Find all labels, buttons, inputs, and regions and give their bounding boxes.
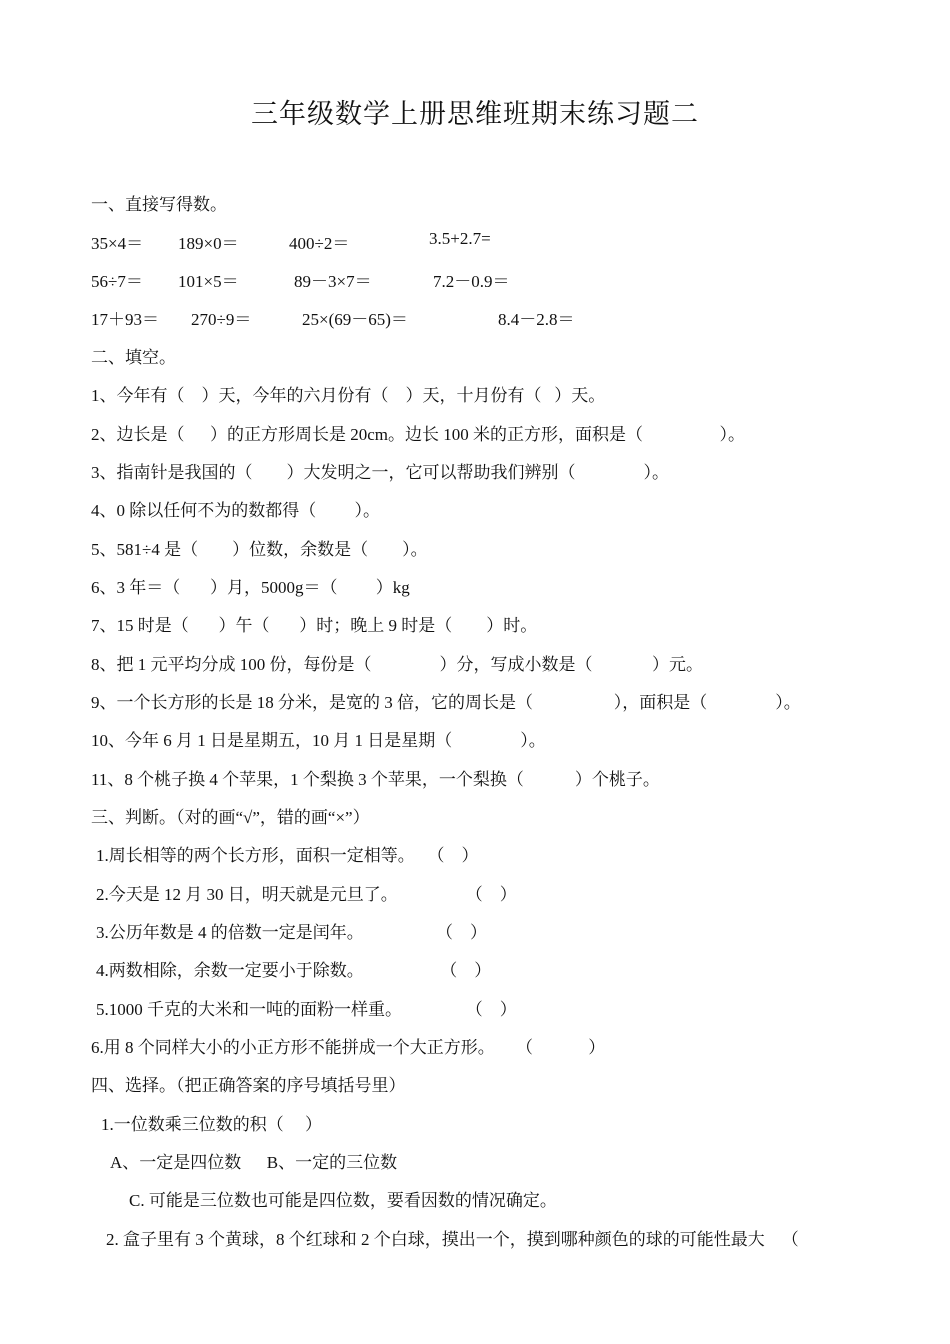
choice-question: 2. 盒子里有 3 个黄球，8 个红球和 2 个白球，摸出一个，摸到哪种颜色的球的可能性最大 （ — [106, 1230, 799, 1249]
page-title: 三年级数学上册思维班期末练习题二 — [251, 99, 699, 129]
fill-question: 11、8 个桃子换 4 个苹果，1 个梨换 3 个苹果，一个梨换（ ）个桃子。 — [91, 770, 660, 789]
fill-question: 6、3 年＝（ ）月，5000g＝（ ）kg — [91, 578, 410, 597]
calc-item: 35×4＝ — [91, 234, 144, 253]
calc-item: 400÷2＝ — [289, 234, 350, 253]
calc-item: 8.4－2.8＝ — [498, 310, 575, 329]
calc-item: 17＋93＝ — [91, 310, 159, 329]
judge-question: 4.两数相除，余数一定要小于除数。 （ ） — [96, 961, 492, 980]
calc-item: 189×0＝ — [178, 234, 239, 253]
calc-item: 101×5＝ — [178, 272, 239, 291]
calc-item: 56÷7＝ — [91, 272, 143, 291]
fill-question: 7、15 时是（ ）午（ ）时；晚上 9 时是（ ）时。 — [91, 616, 538, 635]
judge-question: 1.周长相等的两个长方形，面积一定相等。 （ ） — [96, 846, 479, 865]
fill-question: 1、今年有（ ）天，今年的六月份有（ ）天，十月份有（ ）天。 — [91, 386, 606, 405]
fill-question: 8、把 1 元平均分成 100 份，每份是（ ）分，写成小数是（ ）元。 — [91, 655, 703, 674]
section-heading-calc: 一、直接写得数。 — [91, 195, 227, 214]
judge-question: 5.1000 千克的大米和一吨的面粉一样重。 （ ） — [96, 1000, 517, 1019]
calc-item: 3.5+2.7= — [429, 229, 491, 248]
judge-question: 2.今天是 12 月 30 日，明天就是元旦了。 （ ） — [96, 885, 517, 904]
fill-question: 10、今年 6 月 1 日是星期五，10 月 1 日是星期（ ）。 — [91, 731, 546, 750]
section-heading-choice: 四、选择。（把正确答案的序号填括号里） — [91, 1076, 406, 1095]
section-heading-fill: 二、填空。 — [91, 348, 176, 367]
fill-question: 5、581÷4 是（ ）位数，余数是（ ）。 — [91, 540, 428, 559]
choice-options: A、一定是四位数 B、一定的三位数 — [110, 1153, 398, 1172]
fill-question: 3、指南针是我国的（ ）大发明之一，它可以帮助我们辨别（ ）。 — [91, 463, 669, 482]
fill-question: 4、0 除以任何不为的数都得（ ）。 — [91, 501, 380, 520]
calc-item: 7.2－0.9＝ — [433, 272, 510, 291]
calc-item: 25×(69－65)＝ — [302, 310, 408, 329]
fill-question: 2、边长是（ ）的正方形周长是 20cm。边长 100 米的正方形，面积是（ ）。 — [91, 425, 746, 444]
choice-question: 1.一位数乘三位数的积（ ） — [101, 1115, 322, 1134]
calc-item: 89－3×7＝ — [294, 272, 372, 291]
judge-question: 6.用 8 个同样大小的小正方形不能拼成一个大正方形。 （ ） — [91, 1038, 606, 1057]
judge-question: 3.公历年数是 4 的倍数一定是闰年。 （ ） — [96, 923, 487, 942]
section-heading-judge: 三、判断。（对的画“√”，错的画“×”） — [91, 808, 370, 827]
calc-item: 270÷9＝ — [191, 310, 252, 329]
fill-question: 9、一个长方形的长是 18 分米，是宽的 3 倍，它的周长是（ ），面积是（ ）。 — [91, 693, 801, 712]
choice-options: C. 可能是三位数也可能是四位数，要看因数的情况确定。 — [129, 1191, 557, 1210]
